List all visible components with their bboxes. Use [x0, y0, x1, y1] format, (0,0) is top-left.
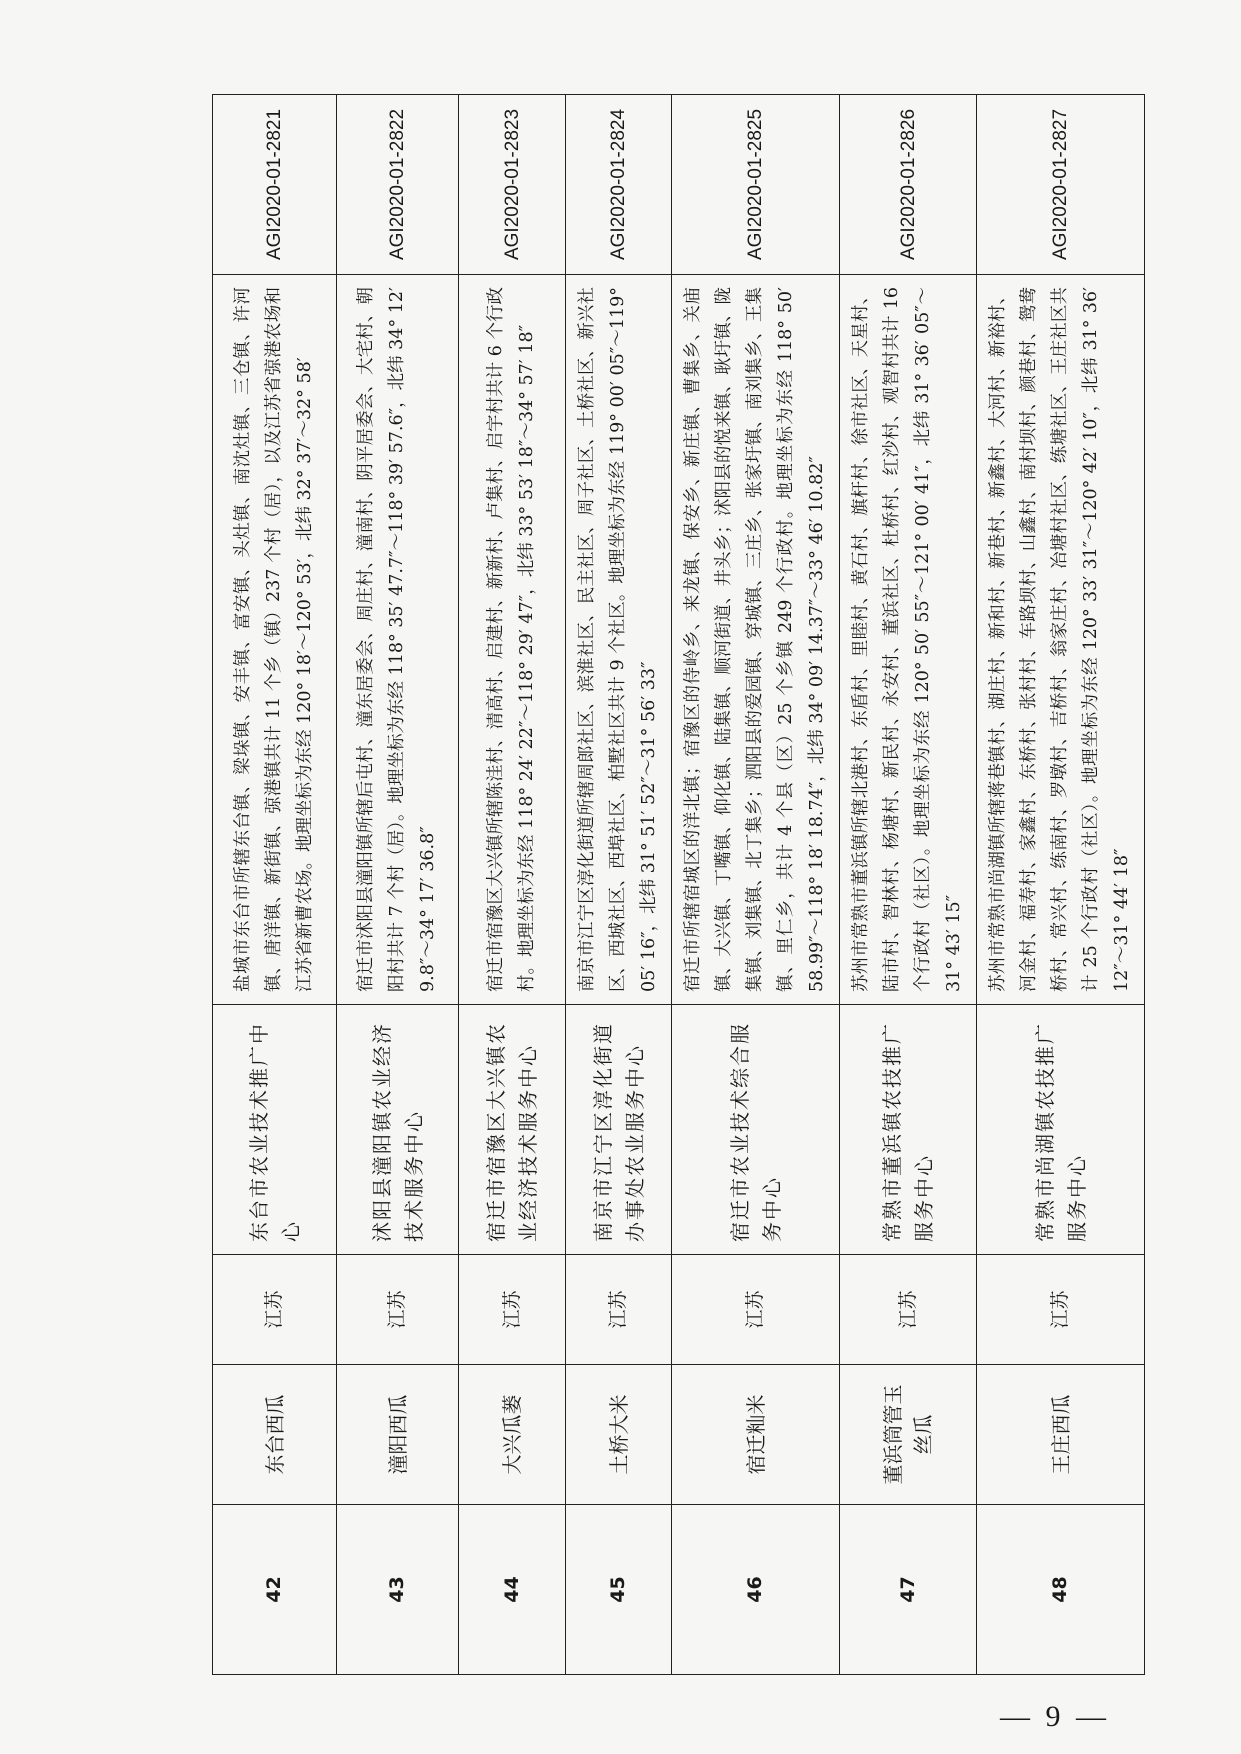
product-name: 东台西瓜	[213, 1365, 337, 1505]
applicant-org: 沭阳县潼阳镇农业经济技术服务中心	[337, 1005, 459, 1255]
row-number: 44	[459, 1505, 566, 1675]
row-number: 45	[566, 1505, 672, 1675]
product-name: 董浜筒管玉丝瓜	[840, 1365, 977, 1505]
registration-code: AGI2020-01-2824	[566, 95, 672, 275]
table-row	[566, 95, 672, 1675]
product-name: 潼阳西瓜	[337, 1365, 459, 1505]
applicant-org: 宿迁市宿豫区大兴镇农业经济技术服务中心	[459, 1005, 566, 1255]
row-number: 47	[840, 1505, 977, 1675]
table-row	[672, 95, 840, 1675]
table-row	[213, 95, 337, 1675]
registration-code: AGI2020-01-2827	[977, 95, 1145, 275]
province: 江苏	[672, 1255, 840, 1365]
applicant-org: 宿迁市农业技术综合服务中心	[672, 1005, 840, 1255]
table-row	[337, 95, 459, 1675]
protection-range: 盐城市东台市所辖东台镇、梁垛镇、安丰镇、富安镇、头灶镇、南沈灶镇、三仓镇、许河镇、唐洋镇、新街镇、弶港镇共计 11 个乡（镇）237 个村（居），以及江苏省弶港农场和江苏省新曹农场。地理坐标为东经 120° 18′～120° 53′，北纬 32° 37′～32° 58′	[213, 275, 337, 1005]
province: 江苏	[337, 1255, 459, 1365]
protection-range: 苏州市常熟市尚湖镇所辖蒋巷镇村、湖庄村、新和村、新巷村、新鑫村、大河村、新裕村、河金村、福寿村、家鑫村、东桥村、张村村、车路坝村、山鑫村、南村坝村、颜巷村、鸳鸯桥村、常兴村、练南村、罗墩村、吉桥村、翁家庄村、冶塘村社区、练塘社区、王庄社区共计 25 个行政村（社区）。地理坐标为东经 120° 33′ 31″～120° 42′ 10″，北纬 31° 36′ 12″～31° 44′ 18″	[977, 275, 1145, 1005]
registration-code: AGI2020-01-2825	[672, 95, 840, 275]
protection-range: 宿迁市沭阳县潼阳镇所辖后屯村、潼东居委会、周庄村、潼南村、阴平居委会、大宅村、朝阳村共计 7 个村（居）。地理坐标为东经 118° 35′ 47.7″～118° 39′ 57.6″，北纬 34° 12′ 9.8″～34° 17′ 36.8″	[337, 275, 459, 1005]
protection-range: 宿迁市所辖宿城区的洋北镇；宿豫区的侍岭乡、来龙镇、保安乡、新庄镇、曹集乡、关庙镇、大兴镇、丁嘴镇、仰化镇、陆集镇、顺河街道、井头乡；沭阳县的悦来镇、耿圩镇、陇集镇、刘集镇、北丁集乡；泗阳县的爱园镇、穿城镇、三庄乡、张家圩镇、南刘集乡、王集镇、里仁乡，共计 4 个县（区）25 个乡镇 249 个行政村。地理坐标为东经 118° 50′ 58.99″～118° 18′ 18.74″，北纬 34° 09′ 14.37″～33° 46′ 10.82″	[672, 275, 840, 1005]
page-number: — 9 —	[1000, 1700, 1110, 1733]
table-row	[459, 95, 566, 1675]
product-name: 王庄西瓜	[977, 1365, 1145, 1505]
product-name: 大兴瓜蒌	[459, 1365, 566, 1505]
row-number: 43	[337, 1505, 459, 1675]
row-number: 46	[672, 1505, 840, 1675]
province: 江苏	[840, 1255, 977, 1365]
province: 江苏	[213, 1255, 337, 1365]
province: 江苏	[977, 1255, 1145, 1365]
protection-range: 苏州市常熟市董浜镇所辖北港村、东盾村、里睦村、黄石村、旗杆村、徐市社区、天星村、陆市村、智林村、杨塘村、新民村、永安村、董浜社区、杜桥村、红沙村、观智村共计 16 个行政村（社区）。地理坐标为东经 120° 50′ 55″～121° 00′ 41″，北纬 31° 36′ 05″～31° 43′ 15″	[840, 275, 977, 1005]
registration-code: AGI2020-01-2823	[459, 95, 566, 275]
product-name: 土桥大米	[566, 1365, 672, 1505]
registration-code: AGI2020-01-2821	[213, 95, 337, 275]
table-row	[840, 95, 977, 1675]
product-name: 宿迁籼米	[672, 1365, 840, 1505]
applicant-org: 东台市农业技术推广中心	[213, 1005, 337, 1255]
registration-code: AGI2020-01-2826	[840, 95, 977, 275]
row-number: 42	[213, 1505, 337, 1675]
protection-range: 宿迁市宿豫区大兴镇所辖陈洼村、清高村、启建村、新新村、卢集村、启宇村共计 6 个行政村。地理坐标为东经 118° 24′ 22″～118° 29′ 47″，北纬 33° 53′ 18″～34° 57′ 18″	[459, 275, 566, 1005]
province: 江苏	[459, 1255, 566, 1365]
applicant-org: 常熟市尚湖镇农技推广服务中心	[977, 1005, 1145, 1255]
table-row	[977, 95, 1145, 1675]
rotated-table-container	[212, 95, 1132, 1675]
table-body	[213, 95, 1145, 1675]
applicant-org: 常熟市董浜镇农技推广服务中心	[840, 1005, 977, 1255]
registration-code: AGI2020-01-2822	[337, 95, 459, 275]
applicant-org: 南京市江宁区淳化街道办事处农业服务中心	[566, 1005, 672, 1255]
province: 江苏	[566, 1255, 672, 1365]
registration-table	[212, 94, 1145, 1675]
row-number: 48	[977, 1505, 1145, 1675]
protection-range: 南京市江宁区淳化街道所辖周郎社区、滨淮社区、民主社区、周子社区、土桥社区、新兴社区、西城社区、西埠社区、柏墅社区共计 9 个社区。地理坐标为东经 119° 00′ 05″～119° 05′ 16″，北纬 31° 51′ 52″～31° 56′ 33″	[566, 275, 672, 1005]
